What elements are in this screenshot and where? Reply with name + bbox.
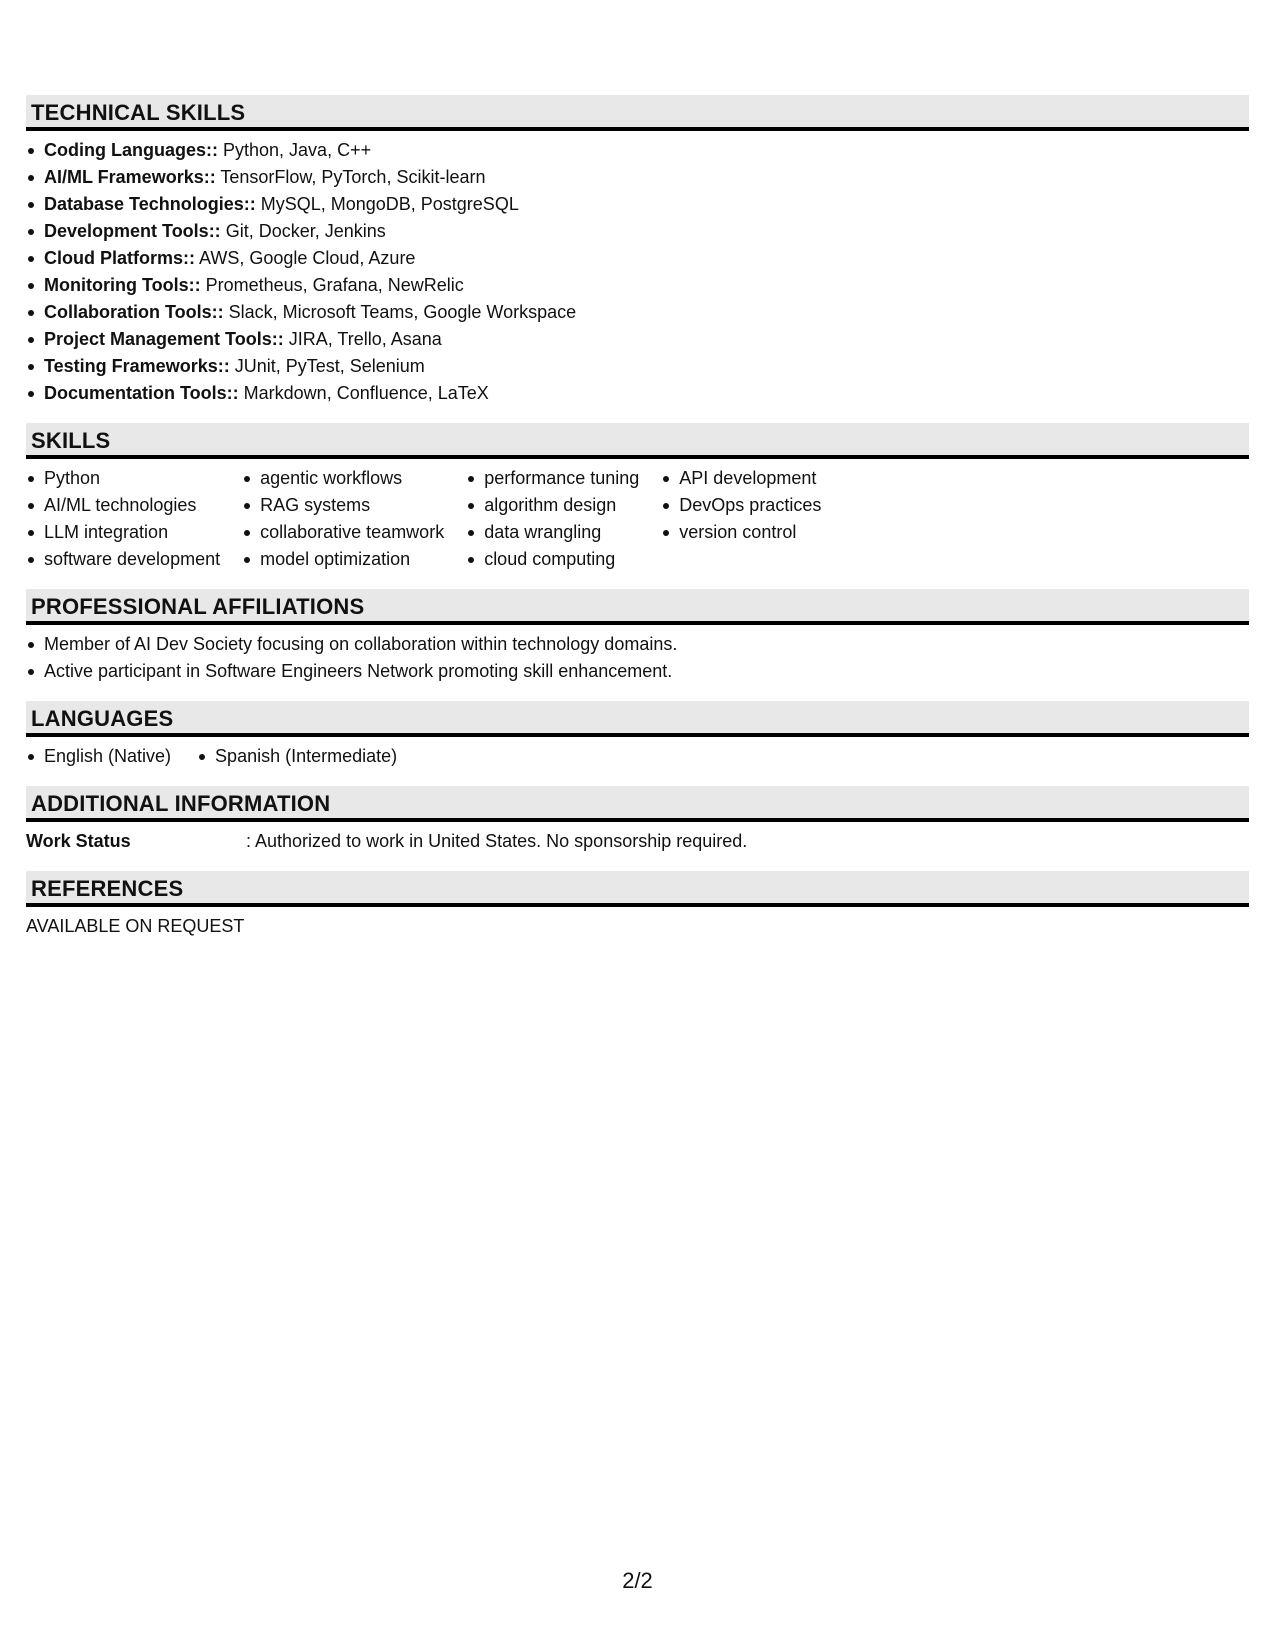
list-item [26,353,1249,380]
list-item: version control [661,519,821,546]
skill-category-value: Prometheus, Grafana, NewRelic [200,275,464,295]
list-item: RAG systems [242,492,444,519]
technical-skills-list [26,137,1249,407]
section-title: ADDITIONAL INFORMATION [26,786,1249,822]
list-item [26,191,1249,218]
list-item: agentic workflows [242,465,444,492]
skill-category-value: Slack, Microsoft Teams, Google Workspace [223,302,577,322]
skill-category-label: Cloud Platforms:: [44,248,195,268]
skill-category-label: Documentation Tools:: [44,383,239,403]
skill-category-value: MySQL, MongoDB, PostgreSQL [255,194,519,214]
list-item: LLM integration [26,519,220,546]
skill-category-value: Python, Java, C++ [218,140,372,160]
languages-list [26,743,1249,770]
section-title: REFERENCES [26,871,1249,907]
list-item [26,245,1249,272]
affiliations-section [26,589,1249,685]
list-item: data wrangling [466,519,639,546]
list-item: Active participant in Software Engineers Network promoting skill enhancement. [26,658,1249,685]
references-section [26,871,1249,940]
list-item: API development [661,465,821,492]
work-status-row [26,828,1249,855]
list-item [26,218,1249,245]
affiliations-list [26,631,1249,685]
section-title: TECHNICAL SKILLS [26,95,1249,131]
list-item: Spanish (Intermediate) [197,743,397,770]
skill-category-value: Git, Docker, Jenkins [220,221,386,241]
languages-section [26,701,1249,770]
section-title: LANGUAGES [26,701,1249,737]
skill-category-value: TensorFlow, PyTorch, Scikit-learn [215,167,486,187]
list-item [26,164,1249,191]
list-item [26,326,1249,353]
work-status-label: Work Status [26,831,131,851]
section-title: PROFESSIONAL AFFILIATIONS [26,589,1249,625]
list-item [26,272,1249,299]
list-item: performance tuning [466,465,639,492]
skill-category-label: Monitoring Tools:: [44,275,201,295]
list-item: software development [26,546,220,573]
skill-category-label: Collaboration Tools:: [44,302,224,322]
list-item: AI/ML technologies [26,492,220,519]
list-item: DevOps practices [661,492,821,519]
resume-page [26,95,1249,956]
list-item: collaborative teamwork [242,519,444,546]
skills-section [26,423,1249,573]
references-text: AVAILABLE ON REQUEST [26,916,245,936]
list-item [26,137,1249,164]
page-number: 2/2 [622,1568,653,1593]
list-item: English (Native) [26,743,171,770]
skill-category-label: Development Tools:: [44,221,221,241]
skill-category-value: JIRA, Trello, Asana [283,329,442,349]
additional-information-section [26,786,1249,855]
list-item: cloud computing [466,546,639,573]
skill-category-value: AWS, Google Cloud, Azure [195,248,416,268]
list-item: model optimization [242,546,444,573]
skill-category-label: Coding Languages:: [44,140,218,160]
list-item [26,299,1249,326]
skills-column-3 [466,465,639,573]
skills-columns [26,459,1249,573]
skills-column-2 [242,465,444,573]
list-item: Python [26,465,220,492]
work-status-value: : Authorized to work in United States. No sponsorship required. [246,831,748,851]
skill-category-value: JUnit, PyTest, Selenium [229,356,425,376]
skills-column-1 [26,465,220,573]
skill-category-label: AI/ML Frameworks:: [44,167,216,187]
section-title: SKILLS [26,423,1249,459]
list-item: algorithm design [466,492,639,519]
list-item [26,380,1249,407]
skill-category-label: Database Technologies:: [44,194,256,214]
skills-column-4 [661,465,821,573]
skill-category-label: Project Management Tools:: [44,329,284,349]
skill-category-label: Testing Frameworks:: [44,356,230,376]
list-item: Member of AI Dev Society focusing on collaboration within technology domains. [26,631,1249,658]
technical-skills-section [26,95,1249,407]
skill-category-value: Markdown, Confluence, LaTeX [238,383,489,403]
